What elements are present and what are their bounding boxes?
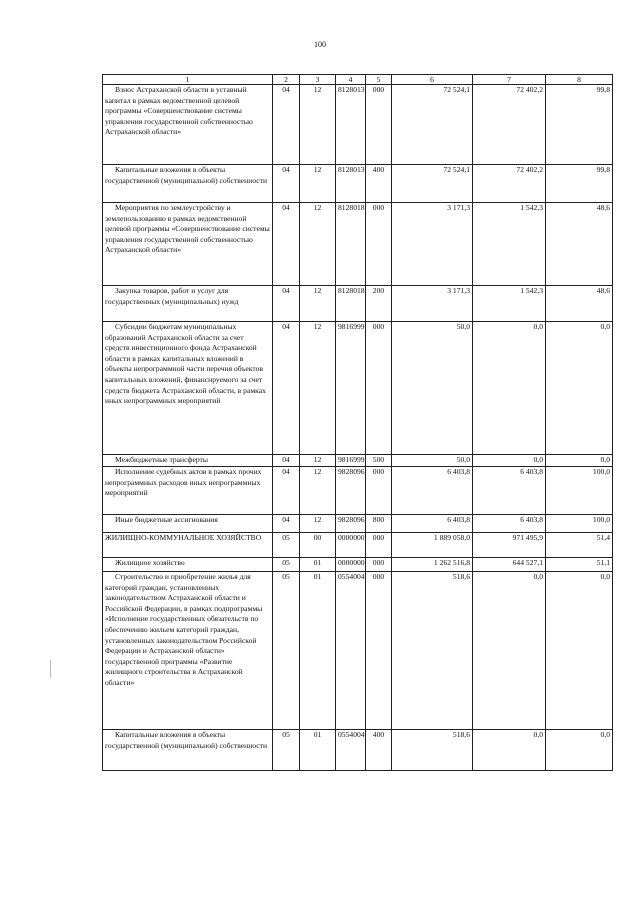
column-header: 8 <box>546 75 613 85</box>
row-planned-amount: 1 262 516,8 <box>392 558 473 572</box>
row-expense-type: 400 <box>366 165 392 203</box>
row-subsection: 01 <box>300 558 336 572</box>
row-description: Субсидии бюджетам муниципальных образований Астраханской области за счет средств инвестиционного фонда Астраханской области в рамках капитальных вложений в объекты непрограммной части перечня объектов капитальных вложений, финансируемого за счет средств бюджета Астраханской области, в рамках иных непрограммных мероприятий <box>103 322 273 455</box>
column-header: 3 <box>300 75 336 85</box>
row-executed-amount: 0,0 <box>473 455 546 467</box>
row-section: 05 <box>273 558 300 572</box>
row-executed-amount: 6 403,8 <box>473 515 546 533</box>
scan-artifact <box>50 660 51 678</box>
row-percent: 0,0 <box>546 730 613 771</box>
row-target-article: 9816999 <box>336 455 366 467</box>
row-expense-type: 000 <box>366 203 392 286</box>
table-row <box>103 455 613 467</box>
column-header: 5 <box>366 75 392 85</box>
row-description: Строительство и приобретение жилья для категорий граждан, установленных законодательством Астраханской области и Российской Федерации, в рамках подпрограммы «Исполнение государственных обязательств по обеспечению жильем категорий граждан, установленных законодательством Российской Федерации и Астраханской области» государственной программы «Развитие жилищного строительства в Астраханской области» <box>103 572 273 730</box>
row-planned-amount: 1 889 058,0 <box>392 533 473 558</box>
row-subsection: 12 <box>300 286 336 322</box>
row-expense-type: 200 <box>366 286 392 322</box>
row-subsection: 01 <box>300 730 336 771</box>
row-executed-amount: 6 403,8 <box>473 467 546 515</box>
row-description: Исполнение судебных актов в рамках прочих непрограммных расходов иных непрограммных мероприятий <box>103 467 273 515</box>
row-planned-amount: 72 524,1 <box>392 165 473 203</box>
row-percent: 0,0 <box>546 455 613 467</box>
row-section: 05 <box>273 572 300 730</box>
row-target-article: 0000000 <box>336 533 366 558</box>
row-percent: 100,0 <box>546 515 613 533</box>
column-header: 2 <box>273 75 300 85</box>
table-row <box>103 515 613 533</box>
row-description: ЖИЛИЩНО-КОММУНАЛЬНОЕ ХОЗЯЙСТВО <box>103 533 273 558</box>
column-header: 7 <box>473 75 546 85</box>
row-expense-type: 000 <box>366 85 392 165</box>
table-row <box>103 165 613 203</box>
row-percent: 99,8 <box>546 85 613 165</box>
row-target-article: 0554004 <box>336 730 366 771</box>
row-planned-amount: 72 524,1 <box>392 85 473 165</box>
row-expense-type: 000 <box>366 533 392 558</box>
row-section: 04 <box>273 515 300 533</box>
row-section: 04 <box>273 165 300 203</box>
row-executed-amount: 644 527,1 <box>473 558 546 572</box>
row-target-article: 0000000 <box>336 558 366 572</box>
row-subsection: 12 <box>300 203 336 286</box>
row-executed-amount: 1 542,3 <box>473 286 546 322</box>
table-row <box>103 467 613 515</box>
row-expense-type: 500 <box>366 455 392 467</box>
row-percent: 51,1 <box>546 558 613 572</box>
row-planned-amount: 50,0 <box>392 322 473 455</box>
row-description: Жилищное хозяйство <box>103 558 273 572</box>
row-section: 04 <box>273 286 300 322</box>
row-target-article: 8128013 <box>336 85 366 165</box>
row-executed-amount: 971 495,9 <box>473 533 546 558</box>
row-planned-amount: 3 171,3 <box>392 203 473 286</box>
row-planned-amount: 6 403,8 <box>392 515 473 533</box>
row-subsection: 12 <box>300 467 336 515</box>
budget-table <box>102 74 613 771</box>
row-executed-amount: 0,0 <box>473 322 546 455</box>
row-expense-type: 000 <box>366 467 392 515</box>
row-description: Закупка товаров, работ и услуг для государственных (муниципальных) нужд <box>103 286 273 322</box>
table-row <box>103 203 613 286</box>
table-row <box>103 558 613 572</box>
table-row <box>103 322 613 455</box>
table-row <box>103 286 613 322</box>
row-expense-type: 000 <box>366 322 392 455</box>
row-subsection: 01 <box>300 572 336 730</box>
row-percent: 0,0 <box>546 572 613 730</box>
row-expense-type: 000 <box>366 558 392 572</box>
row-section: 04 <box>273 467 300 515</box>
row-percent: 48,6 <box>546 203 613 286</box>
row-planned-amount: 3 171,3 <box>392 286 473 322</box>
row-target-article: 8128018 <box>336 286 366 322</box>
row-subsection: 12 <box>300 165 336 203</box>
row-percent: 48,6 <box>546 286 613 322</box>
row-executed-amount: 0,0 <box>473 572 546 730</box>
row-planned-amount: 6 403,8 <box>392 467 473 515</box>
table-row <box>103 730 613 771</box>
row-subsection: 12 <box>300 322 336 455</box>
column-header: 4 <box>336 75 366 85</box>
row-executed-amount: 72 402,2 <box>473 165 546 203</box>
row-executed-amount: 1 542,3 <box>473 203 546 286</box>
row-executed-amount: 0,0 <box>473 730 546 771</box>
row-executed-amount: 72 402,2 <box>473 85 546 165</box>
row-section: 04 <box>273 322 300 455</box>
row-planned-amount: 50,0 <box>392 455 473 467</box>
row-percent: 99,8 <box>546 165 613 203</box>
row-section: 05 <box>273 730 300 771</box>
row-target-article: 9828096 <box>336 515 366 533</box>
row-description: Капитальные вложения в объекты государственной (муниципальной) собственности <box>103 730 273 771</box>
row-subsection: 00 <box>300 533 336 558</box>
row-section: 04 <box>273 85 300 165</box>
column-header: 6 <box>392 75 473 85</box>
row-expense-type: 400 <box>366 730 392 771</box>
row-percent: 0,0 <box>546 322 613 455</box>
row-percent: 51,4 <box>546 533 613 558</box>
row-subsection: 12 <box>300 455 336 467</box>
row-expense-type: 800 <box>366 515 392 533</box>
row-target-article: 8128018 <box>336 203 366 286</box>
row-description: Взнос Астраханской области в уставный капитал в рамках ведомственной целевой программы «Совершенствование системы управления государственной собственностью Астраханской области» <box>103 85 273 165</box>
table-row <box>103 85 613 165</box>
row-section: 04 <box>273 455 300 467</box>
row-subsection: 12 <box>300 85 336 165</box>
row-section: 05 <box>273 533 300 558</box>
row-percent: 100,0 <box>546 467 613 515</box>
row-description: Капитальные вложения в объекты государственной (муниципальной) собственности <box>103 165 273 203</box>
row-planned-amount: 518,6 <box>392 730 473 771</box>
row-section: 04 <box>273 203 300 286</box>
row-description: Иные бюджетные ассигнования <box>103 515 273 533</box>
row-target-article: 9816999 <box>336 322 366 455</box>
table-row <box>103 572 613 730</box>
row-planned-amount: 518,6 <box>392 572 473 730</box>
row-expense-type: 000 <box>366 572 392 730</box>
row-description: Межбюджетные трансферты <box>103 455 273 467</box>
row-subsection: 12 <box>300 515 336 533</box>
page-number: 100 <box>314 40 326 49</box>
table-row <box>103 533 613 558</box>
row-target-article: 0554004 <box>336 572 366 730</box>
row-description: Мероприятия по землеустройству и землепользованию в рамках ведомственной целевой программы «Совершенствование системы управления государственной собственностью Астраханской области» <box>103 203 273 286</box>
row-target-article: 8128013 <box>336 165 366 203</box>
table-header-row <box>103 75 613 85</box>
row-target-article: 9828096 <box>336 467 366 515</box>
column-header: 1 <box>103 75 273 85</box>
